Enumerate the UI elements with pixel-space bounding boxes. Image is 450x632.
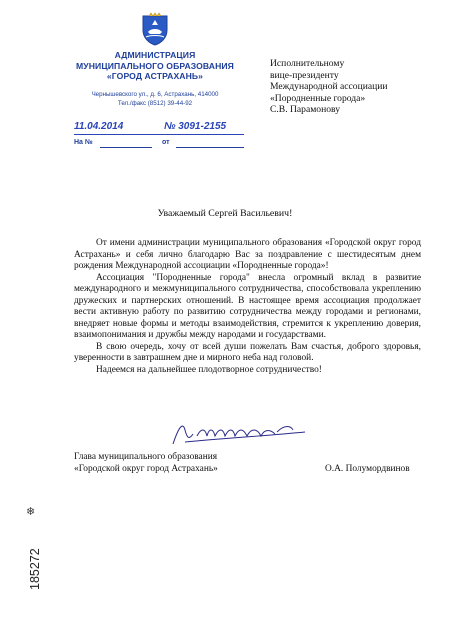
reference-number-label: На №: [74, 139, 93, 146]
addressee-line: «Породненные города»: [270, 92, 366, 104]
addressee-line: вице-президенту: [270, 69, 339, 81]
body-paragraph: Надеемся на дальнейшее плодотворное сотрудничество!: [96, 364, 322, 375]
coat-of-arms-icon: [140, 12, 170, 46]
body-paragraph: От имени администрации муниципального образования «Городской округ город Астрахань» и себя лично благодарю Вас за поздравление с шестидесятым днем рождения Международной ассоциации «Породненные города»!: [74, 238, 421, 271]
addressee-line: Международной ассоциации: [270, 81, 388, 93]
reference-line: [74, 139, 244, 151]
organization-name: [60, 50, 250, 82]
letter-body: [74, 238, 421, 376]
reference-date-blank: [176, 147, 244, 148]
registration-number: № 3091-2155: [164, 121, 227, 132]
registration-underline: [74, 134, 244, 135]
serial-number: 185272: [28, 548, 42, 590]
addressee-line: Исполнительному: [270, 58, 345, 69]
signatory-position-line: Глава муниципального образования: [74, 452, 218, 462]
reference-date-label: от: [162, 139, 170, 146]
body-paragraph: Ассоциация "Породненные города" внесла огромный вклад в развитие международного и межмуниципального сотрудничества, способствовала укреплению дружеских и партнерских отношений. В настоящее время ассоциация продолжает вести активную работу по развитию сотрудничества между городами и регионами, внедряет новые формы и методы взаимодействия, стремится к укреплению доверия, взаимопонимания и дружбы между народами и государствами.: [74, 272, 421, 340]
signatory-name: О.А. Полумордвинов: [325, 463, 410, 474]
handwritten-signature-icon: [165, 416, 315, 456]
org-line-1: АДМИНИСТРАЦИЯ: [114, 50, 196, 60]
org-line-3: «ГОРОД АСТРАХАНЬ»: [106, 71, 204, 81]
addressee-block: [270, 58, 440, 116]
signatory-position-line: «Городской округ город Астрахань»: [74, 463, 218, 474]
organization-phone: Тел./факс (8512) 39-44-92: [117, 100, 193, 107]
registration-line: [74, 121, 244, 135]
organization-address: Чернышевского ул., д. 6, Астрахань, 414000: [91, 91, 219, 98]
organization-contacts: [60, 90, 250, 108]
body-paragraph: В свою очередь, хочу от всей души пожелать Вам счастья, доброго здоровья, уверенности в завтрашнем дне и мирного неба над головой.: [74, 341, 421, 363]
registration-date: 11.04.2014: [74, 121, 124, 132]
snowflake-icon: ❄: [26, 506, 36, 518]
signatory-position: [74, 452, 218, 475]
salutation: Уважаемый Сергей Васильевич!: [157, 208, 293, 219]
org-line-2: МУНИЦИПАЛЬНОГО ОБРАЗОВАНИЯ: [76, 60, 234, 71]
reference-number-blank: [100, 147, 152, 148]
addressee-line: С.В. Парамонову: [270, 104, 341, 116]
